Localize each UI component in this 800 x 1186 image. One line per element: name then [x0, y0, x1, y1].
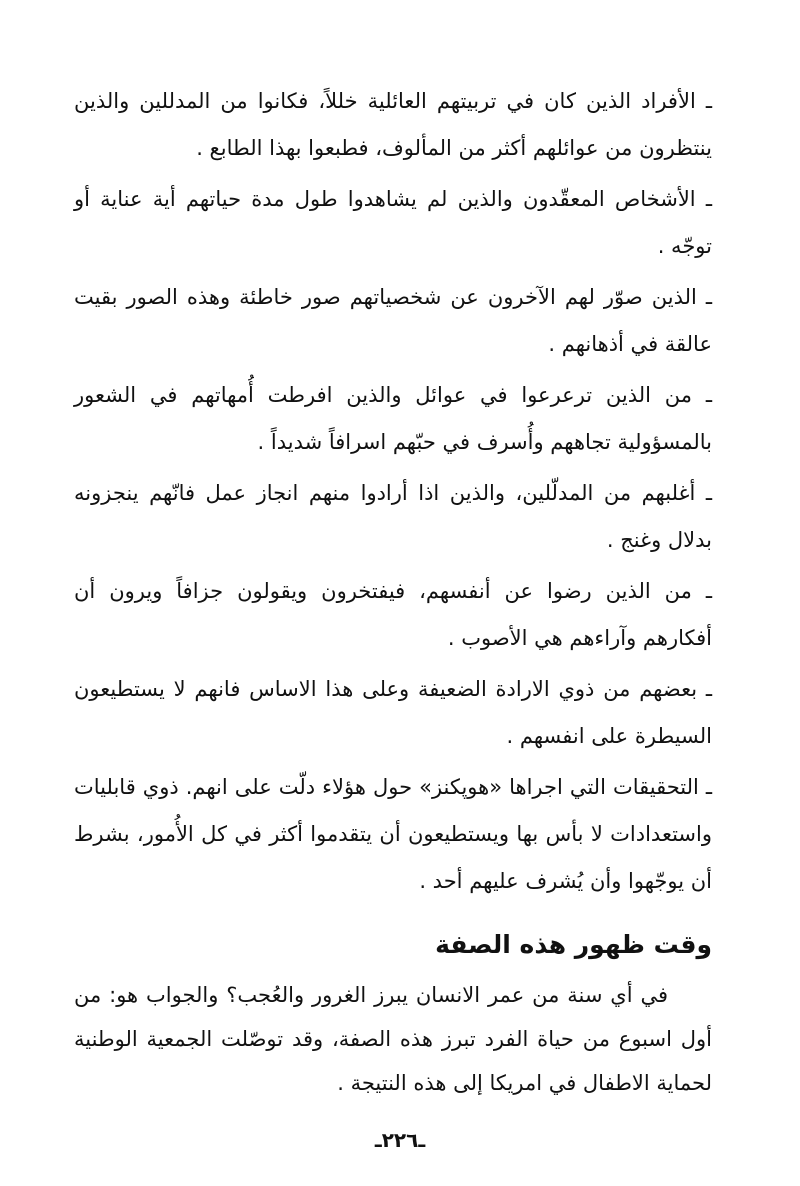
list-item: ـ بعضهم من ذوي الارادة الضعيفة وعلى هذا الاساس فانهم لا يستطيعون السيطرة على انفسهم .: [74, 677, 712, 748]
list-item: ـ التحقيقات التي اجراها «هوپكنز» حول هؤلاء دلّت على انهم. ذوي قابليات واستعدادات لا بأس بها ويستطيعون أن يتقدموا أكثر في كل الأُمور، بشرط أن يوجّهوا وأن يُشرف عليهم أحد .: [74, 775, 712, 893]
list-item: ـ الأفراد الذين كان في تربيتهم العائلية خللاً، فكانوا من المدللين والذين ينتظرون من عوائلهم أكثر من المألوف، فطبعوا بهذا الطابع .: [74, 89, 712, 160]
page-content: [74, 78, 712, 1105]
list-item: ـ من الذين رضوا عن أنفسهم، فيفتخرون ويقولون جزافاً ويرون أن أفكارهم وآراءهم هي الأصوب .: [74, 579, 712, 650]
list-item: ـ الأشخاص المعقّدون والذين لم يشاهدوا طول مدة حياتهم أية عناية أو توجّه .: [74, 187, 712, 258]
list-item: ـ الذين صوّر لهم الآخرون عن شخصياتهم صور خاطئة وهذه الصور بقيت عالقة في أذهانهم .: [74, 285, 712, 356]
section-paragraph: في أي سنة من عمر الانسان يبرز الغرور والعُجب؟ والجواب هو: من أول اسبوع من حياة الفرد تبرز هذه الصفة، وقد توصّلت الجمعية الوطنية لحماية الاطفال في امريكا إلى هذه النتيجة .: [74, 983, 712, 1095]
page-number: ـ٢٢٦ـ: [374, 1128, 426, 1152]
list-item: ـ من الذين ترعرعوا في عوائل والذين افرطت أُمهاتهم في الشعور بالمسؤولية تجاههم وأُسرف في حبّهم اسرافاً شديداً .: [74, 383, 712, 454]
section-heading: وقت ظهور هذه الصفة: [435, 930, 712, 959]
list-item: ـ أغلبهم من المدلّلين، والذين اذا أرادوا منهم انجاز عمل فانّهم ينجزونه بدلال وغنج .: [74, 481, 712, 552]
